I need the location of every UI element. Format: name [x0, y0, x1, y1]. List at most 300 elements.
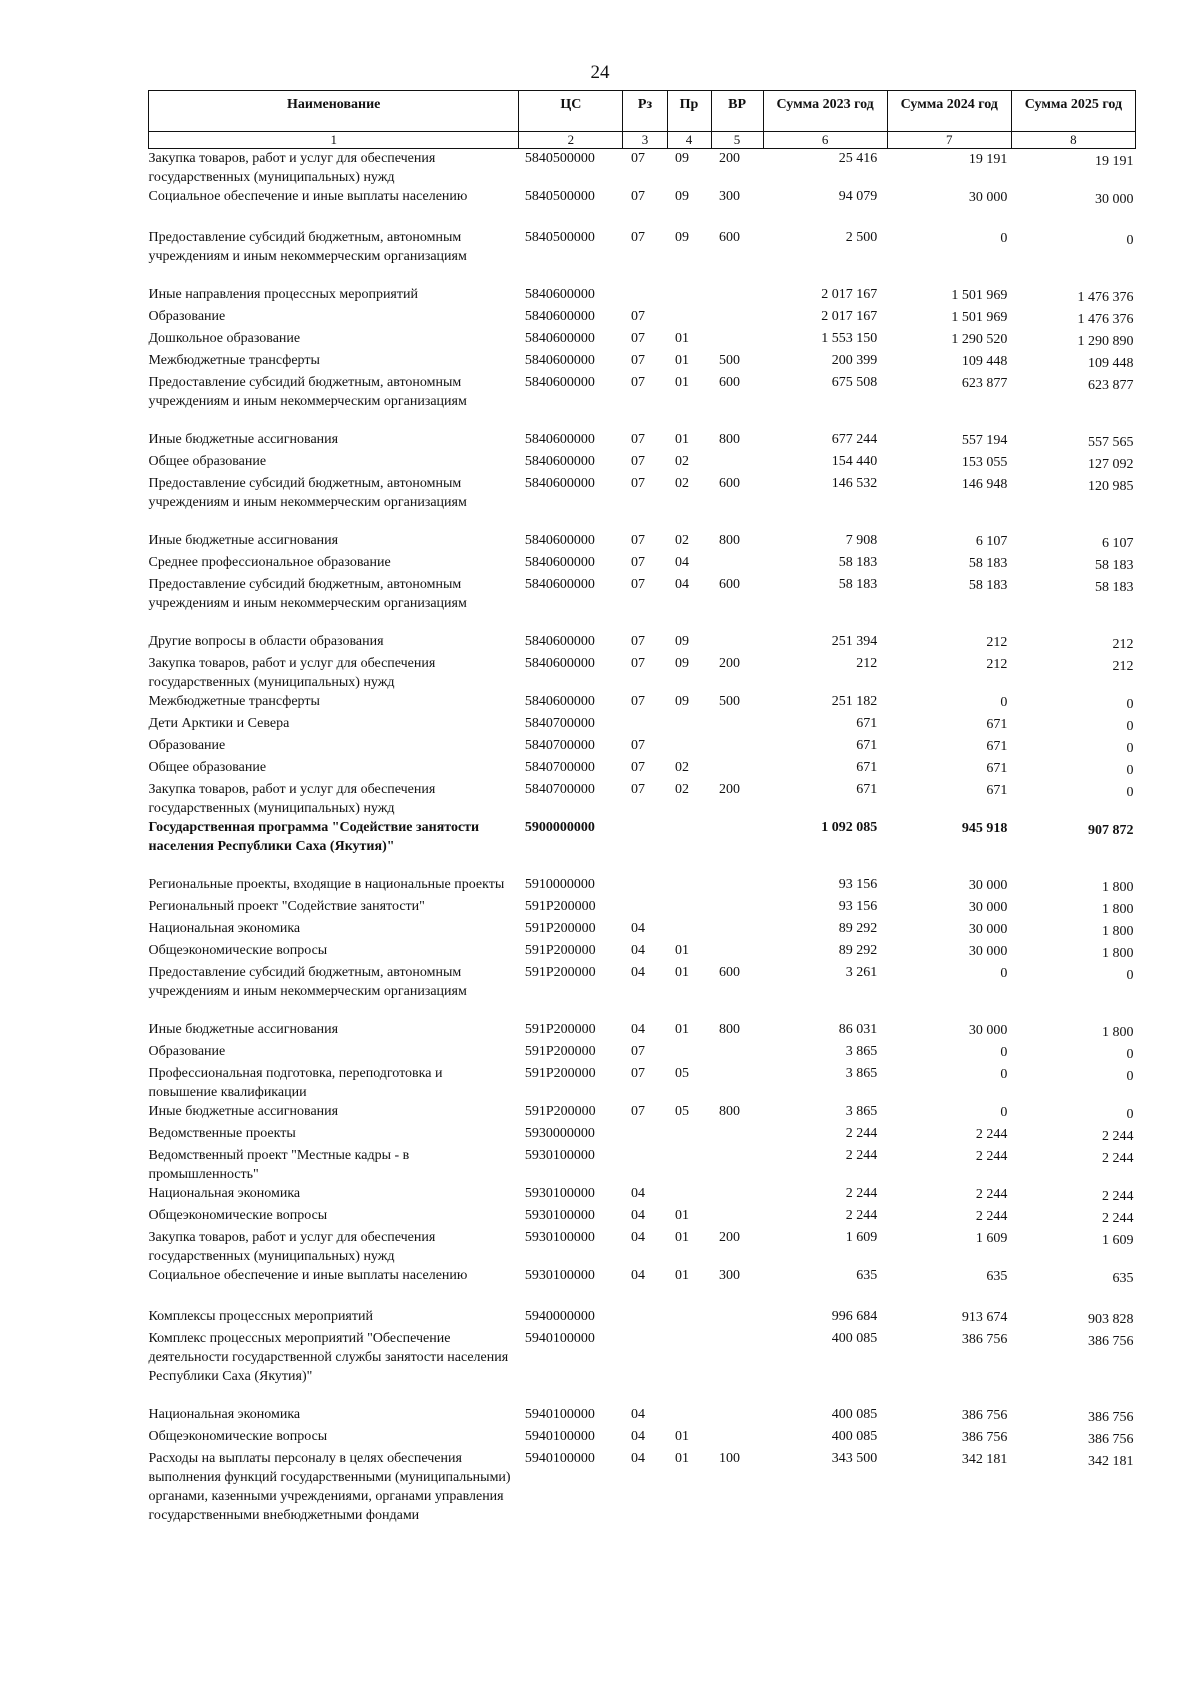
column-number: 5 — [711, 132, 763, 149]
row-cs-code: 5840700000 — [524, 716, 595, 731]
table-row — [149, 187, 1136, 228]
row-vr — [711, 1329, 763, 1405]
row-sum-2025: 1 476 376 — [1077, 312, 1134, 327]
row-vr — [711, 1427, 763, 1449]
row-sum-2023: 675 508 — [831, 375, 878, 390]
row-sum-2025: 2 244 — [1102, 1129, 1134, 1144]
row-vr — [711, 941, 763, 963]
row-pr: 01 — [675, 1451, 689, 1466]
row-sum-2023: 58 183 — [838, 555, 878, 570]
row-rz — [623, 875, 667, 897]
row-sum-2025: 386 756 — [1088, 1334, 1134, 1349]
row-name: Иные направления процессных мероприятий — [148, 287, 418, 302]
header-rz: Рз — [623, 91, 667, 132]
table-row — [149, 430, 1136, 452]
row-sum-2024: 30 000 — [968, 900, 1008, 915]
row-name: Общеэкономические вопросы — [148, 1429, 328, 1444]
row-sum-2024: 2 244 — [975, 1127, 1008, 1142]
row-sum-2023: 1 553 150 — [821, 331, 878, 346]
row-pr — [667, 736, 711, 758]
row-sum-2023: 1 609 — [845, 1230, 878, 1245]
row-pr: 09 — [675, 656, 689, 671]
row-sum-2023: 2 244 — [845, 1208, 878, 1223]
table-row — [149, 1427, 1136, 1449]
row-cs-code: 5930100000 — [524, 1148, 595, 1163]
column-number: 7 — [887, 132, 1011, 149]
row-vr — [711, 632, 763, 654]
row-rz: 07 — [630, 432, 645, 447]
row-pr: 01 — [675, 1230, 689, 1245]
row-sum-2024: 109 448 — [961, 354, 1008, 369]
row-sum-2023: 343 500 — [831, 1451, 878, 1466]
table-row — [149, 1064, 1136, 1102]
table-row — [149, 1449, 1136, 1525]
row-pr: 01 — [675, 1022, 689, 1037]
row-vr: 100 — [719, 1451, 741, 1466]
row-name: Региональный проект "Содействие занятости" — [148, 899, 425, 914]
row-sum-2025: 0 — [1126, 719, 1134, 734]
row-sum-2024: 30 000 — [968, 944, 1008, 959]
row-name: Иные бюджетные ассигнования — [148, 432, 339, 447]
row-sum-2024: 2 244 — [975, 1149, 1008, 1164]
row-sum-2023: 677 244 — [831, 432, 878, 447]
row-vr — [711, 1405, 763, 1427]
table-row — [149, 1307, 1136, 1329]
row-cs-code: 5840500000 — [524, 230, 595, 245]
row-rz — [623, 1124, 667, 1146]
row-sum-2025: 342 181 — [1088, 1454, 1134, 1469]
table-row — [149, 531, 1136, 553]
row-pr: 01 — [675, 943, 689, 958]
row-sum-2024: 0 — [1000, 695, 1008, 710]
row-sum-2025: 903 828 — [1088, 1312, 1134, 1327]
row-cs-code: 5900000000 — [524, 820, 595, 835]
row-sum-2023: 635 — [856, 1268, 878, 1283]
row-pr: 09 — [675, 230, 689, 245]
row-sum-2024: 212 — [986, 657, 1008, 672]
row-sum-2025: 0 — [1126, 1047, 1134, 1062]
row-cs-code: 5840700000 — [524, 782, 595, 797]
row-vr: 200 — [719, 782, 741, 797]
row-vr — [711, 307, 763, 329]
row-sum-2024: 671 — [986, 761, 1008, 776]
row-vr: 600 — [719, 476, 741, 491]
row-rz: 07 — [630, 760, 645, 775]
table-row — [149, 1228, 1136, 1266]
row-name: Государственная программа "Содействие занятости населения Республики Саха (Якутия)" — [148, 820, 480, 854]
row-sum-2025: 386 756 — [1088, 1410, 1134, 1425]
row-sum-2025: 58 183 — [1095, 558, 1134, 573]
row-sum-2023: 400 085 — [831, 1429, 878, 1444]
row-sum-2024: 1 609 — [975, 1231, 1008, 1246]
row-pr: 05 — [675, 1104, 689, 1119]
row-name: Региональные проекты, входящие в национальные проекты — [148, 877, 505, 892]
row-vr — [711, 329, 763, 351]
row-sum-2023: 2 500 — [845, 230, 878, 245]
row-vr: 600 — [719, 230, 741, 245]
row-sum-2025: 0 — [1126, 697, 1134, 712]
column-number: 2 — [519, 132, 623, 149]
row-vr: 500 — [719, 694, 741, 709]
row-sum-2024: 945 918 — [961, 821, 1008, 836]
row-vr — [711, 897, 763, 919]
row-sum-2024: 671 — [986, 783, 1008, 798]
row-sum-2025: 30 000 — [1095, 192, 1134, 207]
row-sum-2023: 94 079 — [838, 189, 878, 204]
row-vr — [711, 818, 763, 875]
row-sum-2025: 1 800 — [1102, 1025, 1134, 1040]
row-rz: 07 — [630, 151, 645, 166]
row-sum-2024: 19 191 — [968, 152, 1008, 167]
row-rz: 07 — [630, 533, 645, 548]
row-name: Ведомственный проект "Местные кадры - в промышленность" — [148, 1148, 410, 1182]
row-cs-code: 591P200000 — [524, 1066, 596, 1081]
row-rz: 07 — [630, 476, 645, 491]
row-sum-2025: 386 756 — [1088, 1432, 1134, 1447]
table-row — [149, 692, 1136, 714]
row-cs-code: 5840600000 — [524, 577, 595, 592]
row-name: Закупка товаров, работ и услуг для обеспечения государственных (муниципальных) нужд — [148, 782, 436, 816]
row-pr — [667, 285, 711, 307]
row-pr: 05 — [675, 1066, 689, 1081]
table-row — [149, 1405, 1136, 1427]
row-sum-2025: 127 092 — [1088, 457, 1134, 472]
row-vr: 600 — [719, 965, 741, 980]
row-sum-2024: 0 — [1000, 1045, 1008, 1060]
row-cs-code: 5840600000 — [524, 656, 595, 671]
table-row — [149, 714, 1136, 736]
row-cs-code: 591P200000 — [524, 965, 596, 980]
row-name: Межбюджетные трансферты — [148, 353, 320, 368]
table-row — [149, 897, 1136, 919]
row-rz: 07 — [630, 577, 645, 592]
row-rz: 04 — [630, 1429, 645, 1444]
row-vr — [711, 1042, 763, 1064]
row-cs-code: 5840600000 — [524, 309, 595, 324]
table-row — [149, 780, 1136, 818]
row-pr: 01 — [675, 432, 689, 447]
column-number-row — [149, 132, 1136, 149]
row-sum-2024: 623 877 — [961, 376, 1008, 391]
row-cs-code: 5840600000 — [524, 476, 595, 491]
row-sum-2025: 2 244 — [1102, 1189, 1134, 1204]
row-sum-2024: 0 — [1000, 966, 1008, 981]
row-sum-2024: 0 — [1000, 231, 1008, 246]
row-pr: 01 — [675, 965, 689, 980]
row-name: Социальное обеспечение и иные выплаты населению — [148, 189, 468, 204]
row-cs-code: 5840600000 — [524, 634, 595, 649]
row-cs-code: 5840700000 — [524, 738, 595, 753]
table-row — [149, 919, 1136, 941]
row-sum-2024: 58 183 — [968, 556, 1008, 571]
row-sum-2024: 1 501 969 — [951, 310, 1008, 325]
row-sum-2023: 251 182 — [831, 694, 878, 709]
table-row — [149, 736, 1136, 758]
table-row — [149, 1206, 1136, 1228]
row-sum-2023: 2 017 167 — [821, 287, 878, 302]
row-vr: 800 — [719, 432, 741, 447]
row-cs-code: 5840600000 — [524, 694, 595, 709]
row-pr — [667, 714, 711, 736]
row-name: Межбюджетные трансферты — [148, 694, 320, 709]
row-vr — [711, 758, 763, 780]
row-vr — [711, 875, 763, 897]
row-sum-2023: 400 085 — [831, 1331, 878, 1346]
header-sum-2025: Сумма 2025 год — [1011, 91, 1135, 132]
row-sum-2025: 0 — [1126, 1069, 1134, 1084]
table-row — [149, 474, 1136, 531]
row-sum-2025: 1 800 — [1102, 924, 1134, 939]
row-sum-2023: 3 865 — [845, 1104, 878, 1119]
row-pr: 09 — [675, 189, 689, 204]
budget-table — [148, 90, 1136, 1525]
row-vr — [711, 1124, 763, 1146]
row-name: Дошкольное образование — [148, 331, 301, 346]
row-name: Общеэкономические вопросы — [148, 943, 328, 958]
row-vr: 800 — [719, 1022, 741, 1037]
row-rz: 07 — [630, 555, 645, 570]
row-sum-2025: 907 872 — [1088, 823, 1134, 838]
row-name: Профессиональная подготовка, переподготовка и повышение квалификации — [148, 1066, 443, 1100]
row-rz: 04 — [630, 965, 645, 980]
table-row — [149, 329, 1136, 351]
row-rz: 07 — [630, 353, 645, 368]
row-name: Предоставление субсидий бюджетным, автономным учреждениям и иным некоммерческим организациям — [148, 375, 467, 409]
row-vr: 600 — [719, 375, 741, 390]
row-name: Предоставление субсидий бюджетным, автономным учреждениям и иным некоммерческим организациям — [148, 577, 467, 611]
table-row — [149, 1020, 1136, 1042]
row-cs-code: 5840600000 — [524, 353, 595, 368]
row-sum-2025: 0 — [1126, 1107, 1134, 1122]
row-rz: 07 — [630, 331, 645, 346]
row-sum-2023: 25 416 — [838, 151, 878, 166]
row-cs-code: 5930000000 — [524, 1126, 595, 1141]
row-rz — [623, 818, 667, 875]
row-cs-code: 5840600000 — [524, 375, 595, 390]
row-sum-2025: 212 — [1112, 637, 1134, 652]
row-pr — [667, 818, 711, 875]
row-sum-2023: 200 399 — [831, 353, 878, 368]
row-pr — [667, 1124, 711, 1146]
row-pr — [667, 1184, 711, 1206]
row-vr — [711, 1064, 763, 1102]
row-pr: 04 — [675, 555, 689, 570]
table-row — [149, 575, 1136, 632]
row-cs-code: 5930100000 — [524, 1208, 595, 1223]
row-cs-code: 5840600000 — [524, 287, 595, 302]
row-cs-code: 5940100000 — [524, 1407, 595, 1422]
row-name: Расходы на выплаты персоналу в целях обеспечения выполнения функций государственными (муниципальными) органами, казенными учреждениями, органами управления государственными внебюджетными фондами — [148, 1451, 511, 1523]
row-pr: 01 — [675, 353, 689, 368]
table-row — [149, 1266, 1136, 1307]
row-sum-2025: 58 183 — [1095, 580, 1134, 595]
row-cs-code: 591P200000 — [524, 899, 596, 914]
table-row — [149, 1102, 1136, 1124]
row-vr — [711, 1307, 763, 1329]
row-name: Национальная экономика — [148, 1407, 301, 1422]
row-cs-code: 5840700000 — [524, 760, 595, 775]
row-pr: 02 — [675, 454, 689, 469]
row-sum-2025: 1 800 — [1102, 902, 1134, 917]
table-row — [149, 553, 1136, 575]
table-row — [149, 1146, 1136, 1184]
row-sum-2023: 2 244 — [845, 1148, 878, 1163]
row-sum-2024: 1 290 520 — [951, 332, 1008, 347]
row-cs-code: 5910000000 — [524, 877, 595, 892]
row-rz — [623, 1329, 667, 1405]
row-name: Общее образование — [148, 760, 267, 775]
table-row — [149, 373, 1136, 430]
row-name: Общее образование — [148, 454, 267, 469]
row-rz: 07 — [630, 1104, 645, 1119]
row-sum-2024: 386 756 — [961, 1408, 1008, 1423]
row-sum-2023: 89 292 — [838, 921, 878, 936]
row-cs-code: 5930100000 — [524, 1186, 595, 1201]
row-sum-2024: 671 — [986, 717, 1008, 732]
row-sum-2023: 93 156 — [838, 899, 878, 914]
row-cs-code: 591P200000 — [524, 943, 596, 958]
row-rz — [623, 1146, 667, 1184]
row-sum-2023: 996 684 — [831, 1309, 878, 1324]
row-name: Образование — [148, 738, 226, 753]
row-sum-2024: 6 107 — [975, 534, 1008, 549]
row-rz: 07 — [630, 694, 645, 709]
row-cs-code: 5840600000 — [524, 331, 595, 346]
row-rz — [623, 285, 667, 307]
row-sum-2025: 2 244 — [1102, 1151, 1134, 1166]
row-sum-2023: 671 — [856, 738, 878, 753]
row-rz: 07 — [630, 1044, 645, 1059]
row-cs-code: 5840500000 — [524, 189, 595, 204]
row-vr: 500 — [719, 353, 741, 368]
row-rz: 04 — [630, 1268, 645, 1283]
row-sum-2023: 671 — [856, 782, 878, 797]
row-cs-code: 5940100000 — [524, 1429, 595, 1444]
row-name: Национальная экономика — [148, 921, 301, 936]
row-rz: 04 — [630, 943, 645, 958]
row-vr: 800 — [719, 1104, 741, 1119]
row-rz: 04 — [630, 1022, 645, 1037]
row-sum-2023: 3 261 — [845, 965, 878, 980]
row-sum-2023: 154 440 — [831, 454, 878, 469]
row-cs-code: 5840600000 — [524, 533, 595, 548]
row-name: Комплексы процессных мероприятий — [148, 1309, 373, 1324]
row-sum-2023: 2 244 — [845, 1186, 878, 1201]
row-pr — [667, 1405, 711, 1427]
row-sum-2024: 2 244 — [975, 1187, 1008, 1202]
row-sum-2024: 386 756 — [961, 1332, 1008, 1347]
row-sum-2023: 2 017 167 — [821, 309, 878, 324]
row-vr — [711, 1146, 763, 1184]
header-name: Наименование — [149, 91, 519, 132]
row-sum-2024: 0 — [1000, 1067, 1008, 1082]
row-cs-code: 591P200000 — [524, 1104, 596, 1119]
row-name: Социальное обеспечение и иные выплаты населению — [148, 1268, 468, 1283]
row-name: Дети Арктики и Севера — [148, 716, 290, 731]
row-pr: 09 — [675, 151, 689, 166]
row-sum-2024: 1 501 969 — [951, 288, 1008, 303]
row-vr — [711, 553, 763, 575]
row-rz — [623, 714, 667, 736]
row-sum-2023: 89 292 — [838, 943, 878, 958]
table-row — [149, 452, 1136, 474]
row-rz: 07 — [630, 375, 645, 390]
row-name: Общеэкономические вопросы — [148, 1208, 328, 1223]
row-name: Комплекс процессных мероприятий "Обеспечение деятельности государственной службы занятости населения Республики Саха (Якутия)" — [148, 1331, 509, 1384]
table-row — [149, 818, 1136, 875]
row-rz: 04 — [630, 1230, 645, 1245]
row-sum-2024: 635 — [986, 1269, 1008, 1284]
row-rz: 04 — [630, 1407, 645, 1422]
row-sum-2025: 0 — [1126, 741, 1134, 756]
row-pr — [667, 875, 711, 897]
row-name: Среднее профессиональное образование — [148, 555, 391, 570]
row-vr: 300 — [719, 1268, 741, 1283]
row-sum-2025: 1 609 — [1102, 1233, 1134, 1248]
row-cs-code: 5940100000 — [524, 1451, 595, 1466]
row-sum-2024: 386 756 — [961, 1430, 1008, 1445]
row-vr: 200 — [719, 151, 741, 166]
row-rz: 04 — [630, 1208, 645, 1223]
row-sum-2024: 30 000 — [968, 190, 1008, 205]
row-pr — [667, 919, 711, 941]
row-sum-2023: 3 865 — [845, 1044, 878, 1059]
row-cs-code: 591P200000 — [524, 1022, 596, 1037]
row-sum-2024: 557 194 — [961, 433, 1008, 448]
row-sum-2023: 93 156 — [838, 877, 878, 892]
row-pr — [667, 1146, 711, 1184]
row-name: Предоставление субсидий бюджетным, автономным учреждениям и иным некоммерческим организациям — [148, 476, 467, 510]
row-vr: 300 — [719, 189, 741, 204]
row-cs-code: 591P200000 — [524, 921, 596, 936]
row-vr: 200 — [719, 1230, 741, 1245]
row-rz: 07 — [630, 782, 645, 797]
row-cs-code: 5940000000 — [524, 1309, 595, 1324]
column-number: 8 — [1011, 132, 1135, 149]
row-rz: 04 — [630, 921, 645, 936]
row-name: Национальная экономика — [148, 1186, 301, 1201]
row-pr: 01 — [675, 1208, 689, 1223]
column-number: 1 — [149, 132, 519, 149]
row-rz: 07 — [630, 656, 645, 671]
row-vr — [711, 285, 763, 307]
row-cs-code: 5840500000 — [524, 151, 595, 166]
table-row — [149, 758, 1136, 780]
column-number: 3 — [623, 132, 667, 149]
row-rz: 04 — [630, 1451, 645, 1466]
row-sum-2024: 342 181 — [961, 1452, 1008, 1467]
row-sum-2024: 58 183 — [968, 578, 1008, 593]
row-sum-2023: 251 394 — [831, 634, 878, 649]
row-rz: 07 — [630, 230, 645, 245]
row-name: Закупка товаров, работ и услуг для обеспечения государственных (муниципальных) нужд — [148, 1230, 436, 1264]
row-sum-2024: 913 674 — [961, 1310, 1008, 1325]
row-sum-2025: 109 448 — [1088, 356, 1134, 371]
row-sum-2023: 400 085 — [831, 1407, 878, 1422]
row-rz: 07 — [630, 309, 645, 324]
header-sum-2023: Сумма 2023 год — [763, 91, 887, 132]
row-vr — [711, 714, 763, 736]
row-sum-2023: 3 865 — [845, 1066, 878, 1081]
row-sum-2025: 557 565 — [1088, 435, 1134, 450]
table-body — [149, 149, 1136, 1526]
table-row — [149, 149, 1136, 188]
row-name: Иные бюджетные ассигнования — [148, 1022, 339, 1037]
row-vr: 600 — [719, 577, 741, 592]
row-name: Образование — [148, 1044, 226, 1059]
row-vr — [711, 919, 763, 941]
table-row — [149, 1184, 1136, 1206]
